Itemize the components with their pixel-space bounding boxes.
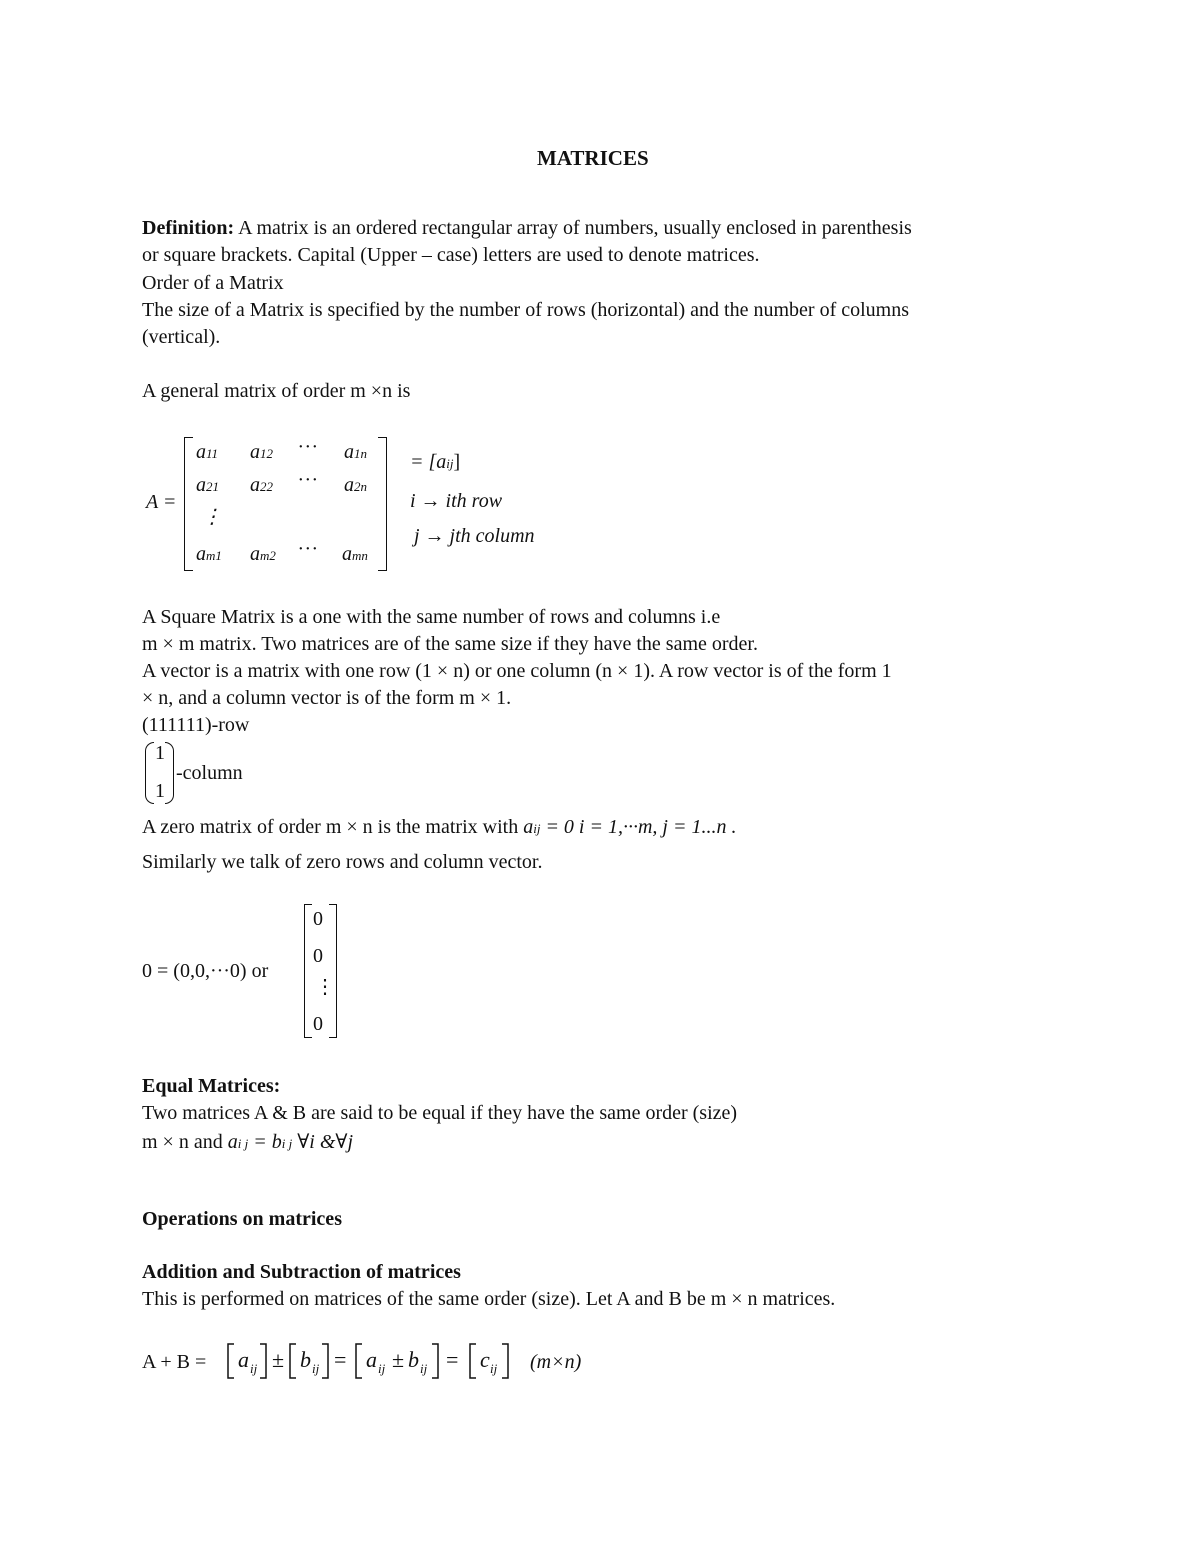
matrix-entry: am1 xyxy=(196,543,222,565)
zero-line-1: A zero matrix of order m × n is the matrix with aij = 0 i = 1,···m, j = 1...n . xyxy=(142,816,737,838)
zero-lhs: 0 = (0,0,···0) or xyxy=(142,960,269,982)
column-entry: 1 xyxy=(155,742,165,764)
svg-text:ij: ij xyxy=(378,1361,386,1376)
page-title: MATRICES xyxy=(537,146,649,170)
definition-line-1 xyxy=(142,215,912,242)
addition-heading: Addition and Subtraction of matrices xyxy=(142,1261,461,1283)
matrix-entry: am2 xyxy=(250,543,276,565)
operations-heading: Operations on matrices xyxy=(142,1208,342,1230)
matrix-entry: a1n xyxy=(344,441,367,463)
svg-text:±: ± xyxy=(272,1347,285,1372)
square-line-2: m × m matrix. Two matrices are of the same size if they have the same order. xyxy=(142,633,758,655)
general-lhs: A = xyxy=(146,491,177,513)
matrix-entry: a2n xyxy=(344,474,367,496)
zero-left-bracket xyxy=(304,904,312,1038)
row-note: i → ith row xyxy=(410,490,503,512)
hdots: ··· xyxy=(298,436,319,458)
zero-entry: 0 xyxy=(313,1013,323,1035)
equal-heading: Equal Matrices: xyxy=(142,1075,281,1097)
svg-text:ij: ij xyxy=(420,1361,428,1376)
order-heading: Order of a Matrix xyxy=(142,272,284,294)
svg-text:±: ± xyxy=(392,1347,405,1372)
matrix-entry: amn xyxy=(342,543,368,565)
right-paren xyxy=(165,742,174,804)
svg-text:a: a xyxy=(366,1347,377,1372)
matrix-entry: a22 xyxy=(250,474,273,496)
general-intro: A general matrix of order m ×n is xyxy=(142,380,411,402)
equal-line-2: m × n and ai j = bi j ∀i &∀j xyxy=(142,1131,353,1153)
zero-line-2: Similarly we talk of zero rows and column vector. xyxy=(142,851,543,873)
formula-size: (m×n) xyxy=(530,1351,582,1373)
addition-line-1: This is performed on matrices of the same order (size). Let A and B be m × n matrices. xyxy=(142,1288,836,1310)
zero-entry: 0 xyxy=(313,908,323,930)
hdots: ··· xyxy=(298,469,319,491)
row-vector-example: (111111)-row xyxy=(142,714,250,736)
svg-text:a: a xyxy=(238,1347,249,1372)
left-bracket xyxy=(184,437,193,571)
svg-text:b: b xyxy=(300,1347,311,1372)
vdots: ⋮ xyxy=(202,506,222,528)
svg-text:c: c xyxy=(480,1347,490,1372)
formula-lhs: A + B = xyxy=(142,1351,207,1373)
right-bracket xyxy=(378,437,387,571)
svg-text:ij: ij xyxy=(250,1361,258,1376)
matrix-entry: a21 xyxy=(196,474,219,496)
svg-text:=: = xyxy=(446,1347,459,1372)
hdots: ··· xyxy=(298,538,319,560)
equal-line-1: Two matrices A & B are said to be equal if they have the same order (size) xyxy=(142,1102,738,1124)
svg-text:=: = xyxy=(334,1347,347,1372)
column-label: -column xyxy=(176,762,243,784)
definition-line-2: or square brackets. Capital (Upper – case) letters are used to denote matrices. xyxy=(142,244,760,266)
definition-text-1: A matrix is an ordered rectangular array of numbers, usually enclosed in parenthesis xyxy=(234,217,912,239)
column-entry: 1 xyxy=(155,780,165,802)
square-line-3: A vector is a matrix with one row (1 × n) or one column (n × 1). A row vector is of the form 1 xyxy=(142,660,892,682)
order-line-1: The size of a Matrix is specified by the number of rows (horizontal) and the number of columns xyxy=(142,299,910,321)
left-paren xyxy=(145,742,154,804)
definition-label: Definition: xyxy=(142,217,235,239)
column-note: j → jth column xyxy=(414,525,535,547)
square-line-4: × n, and a column vector is of the form m × 1. xyxy=(142,687,512,709)
matrix-entry: a12 xyxy=(250,441,273,463)
zero-vdots: ⋮ xyxy=(315,976,335,998)
square-line-1: A Square Matrix is a one with the same number of rows and columns i.e xyxy=(142,606,721,628)
bracket-shape xyxy=(228,1344,234,1378)
order-line-2: (vertical). xyxy=(142,326,221,348)
zero-right-bracket xyxy=(329,904,337,1038)
compact-notation: = [aij] xyxy=(410,451,461,473)
svg-text:ij: ij xyxy=(490,1361,498,1376)
matrix-entry: a11 xyxy=(196,441,219,463)
svg-text:ij: ij xyxy=(312,1361,320,1376)
svg-text:b: b xyxy=(408,1347,419,1372)
zero-entry: 0 xyxy=(313,945,323,967)
